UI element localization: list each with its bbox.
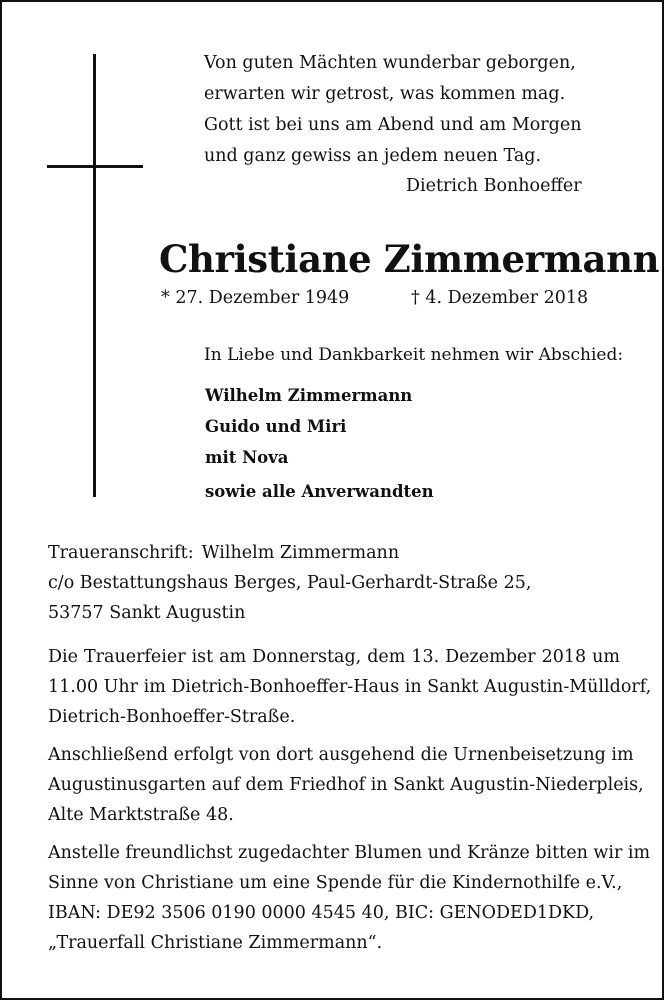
mourner-name: mit Nova [205,448,289,467]
mourner-name: Guido und Miri [205,417,347,436]
paragraph-line: Sinne von Christiane um eine Spende für die Kindernothilfe e.V., [48,873,623,893]
funeral-service-paragraph [48,642,652,732]
address-label: Traueranschrift: [48,543,194,563]
death-date: † 4. Dezember 2018 [411,288,589,308]
poem-line: Von guten Mächten wunderbar geborgen, [204,53,576,73]
paragraph-line: Anschließend erfolgt von dort ausgehend die Urnenbeisetzung im [48,745,634,765]
birth-date: * 27. Dezember 1949 [161,288,350,308]
paragraph-line: Die Trauerfeier ist am Donnerstag, dem 13. Dezember 2018 um [48,647,620,667]
paragraph-line: Augustinusgarten auf dem Friedhof in Sankt Augustin-Niederpleis, [48,775,644,795]
burial-paragraph [48,740,644,830]
paragraph-line: Dietrich-Bonhoeffer-Straße. [48,707,296,727]
paragraph-line: „Trauerfall Christiane Zimmermann“. [48,933,383,953]
address-line: 53757 Sankt Augustin [48,603,246,623]
poem-line: Gott ist bei uns am Abend und am Morgen [204,115,582,135]
farewell-text: In Liebe und Dankbarkeit nehmen wir Abschied: [204,345,624,365]
poem-line: und ganz gewiss an jedem neuen Tag. [204,146,542,166]
address-line: c/o Bestattungshaus Berges, Paul-Gerhardt-Straße 25, [48,573,532,593]
mourner-name: Wilhelm Zimmermann [205,386,413,405]
paragraph-line: Anstelle freundlichst zugedachter Blumen und Kränze bitten wir im [48,843,651,863]
poem-line: erwarten wir getrost, was kommen mag. [204,84,566,104]
deceased-name: Christiane Zimmermann [159,237,660,281]
address-name: Wilhelm Zimmermann [201,543,400,563]
relatives-text: sowie alle Anverwandten [205,482,434,501]
mourning-address [48,538,531,628]
poem-quote [204,48,624,172]
paragraph-line: 11.00 Uhr im Dietrich-Bonhoeffer-Haus in Sankt Augustin-Mülldorf, [48,677,652,697]
paragraph-line: IBAN: DE92 3506 0190 0000 4545 40, BIC: GENODED1DKD, [48,903,595,923]
cross-icon-vertical-bar [93,54,96,497]
mourners-list [205,380,412,473]
address-line [48,538,531,568]
paragraph-line: Alte Marktstraße 48. [48,805,234,825]
cross-icon-horizontal-bar [47,165,143,168]
donation-paragraph [48,838,651,958]
poem-author: Dietrich Bonhoeffer [406,176,582,196]
